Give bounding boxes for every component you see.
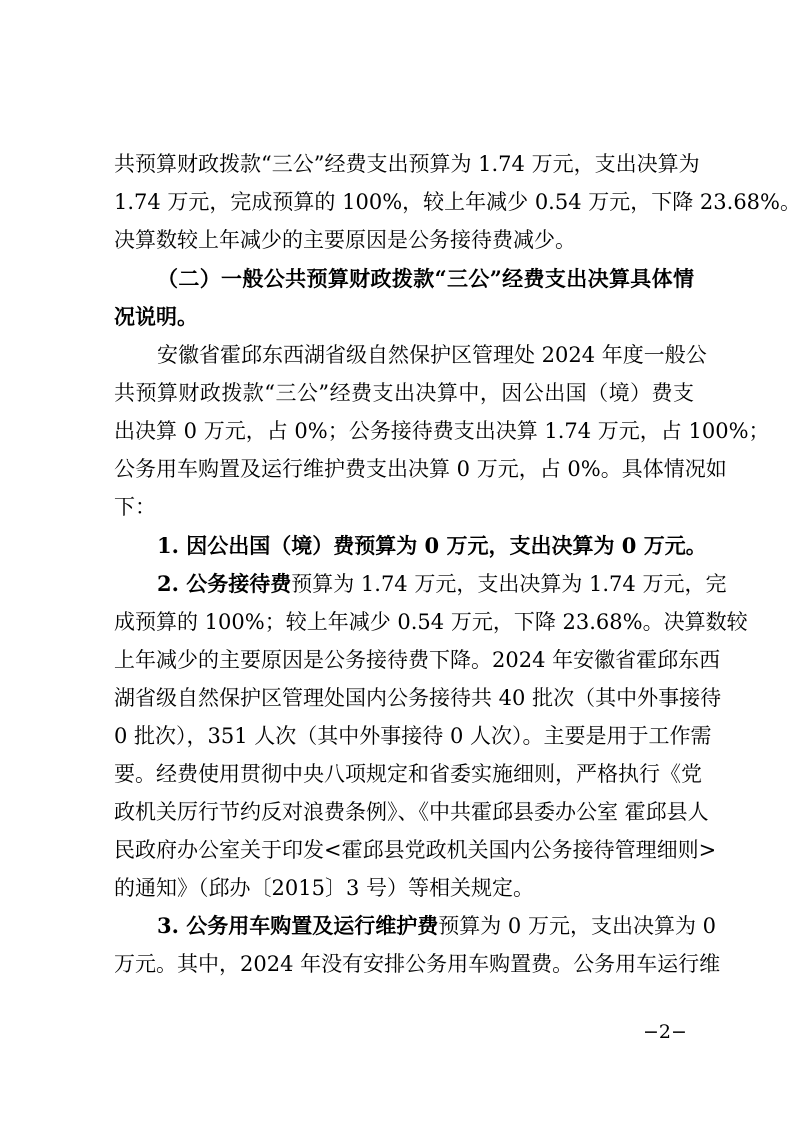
section-heading: 况说明。	[114, 304, 198, 329]
section-heading: （二）一般公共预算财政拨款“三公”经费支出决算具体情	[157, 266, 694, 291]
text-line: 共预算财政拨款“三公”经费支出决算中，因公出国（境）费支	[114, 381, 694, 405]
item-text: 预算为 1.74 万元，支出决算为 1.74 万元，完	[291, 572, 727, 596]
text-line: 的通知》（邱办〔2015〕3 号）等相关规定。	[114, 876, 534, 900]
text-line: 决算数较上年减少的主要原因是公务接待费减少。	[114, 228, 576, 252]
text-line: 公务用车购置及运行维护费支出决算 0 万元，占 0%。具体情况如	[114, 457, 727, 481]
text-line: 安徽省霍邱东西湖省级自然保护区管理处 2024 年度一般公	[157, 343, 707, 367]
item-lead: 2. 公务接待费	[157, 571, 292, 596]
text-line: 共预算财政拨款“三公”经费支出预算为 1.74 万元，支出决算为	[114, 152, 700, 176]
text-line: 湖省级自然保护区管理处国内公务接待共 40 批次（其中外事接待	[114, 686, 722, 710]
item-lead: 3. 公务用车购置及运行维护费	[157, 913, 439, 938]
text-line: 1.74 万元，完成预算的 100%，较上年减少 0.54 万元，下降 23.68%。	[114, 190, 801, 214]
text-line: 要。经费使用贯彻中央八项规定和省委实施细则，严格执行《党	[114, 762, 702, 786]
text-line	[157, 910, 716, 942]
text-line: 万元。其中，2024 年没有安排公务用车购置费。公务用车运行维	[114, 952, 721, 976]
text-line: 出决算 0 万元，占 0%；公务接待费支出决算 1.74 万元，占 100%；	[114, 419, 770, 443]
item-heading: 1. 因公出国（境）费预算为 0 万元，支出决算为 0 万元。	[157, 533, 707, 558]
text-line: 政机关厉行节约反对浪费条例》、《中共霍邱县委办公室 霍邱县人	[114, 800, 709, 824]
text-line: 民政府办公室关于印发<霍邱县党政机关国内公务接待管理细则>	[114, 838, 717, 862]
text-line: 上年减少的主要原因是公务接待费下降。2024 年安徽省霍邱东西	[114, 648, 721, 672]
text-line	[157, 568, 727, 600]
page-number: −2−	[643, 1021, 687, 1043]
text-line: 成预算的 100%；较上年减少 0.54 万元，下降 23.68%。决算数较	[114, 610, 748, 634]
item-text: 预算为 0 万元，支出决算为 0	[438, 914, 716, 938]
text-line: 下：	[114, 495, 156, 519]
text-line: 0 批次），351 人次（其中外事接待 0 人次）。主要是用于工作需	[114, 724, 712, 748]
